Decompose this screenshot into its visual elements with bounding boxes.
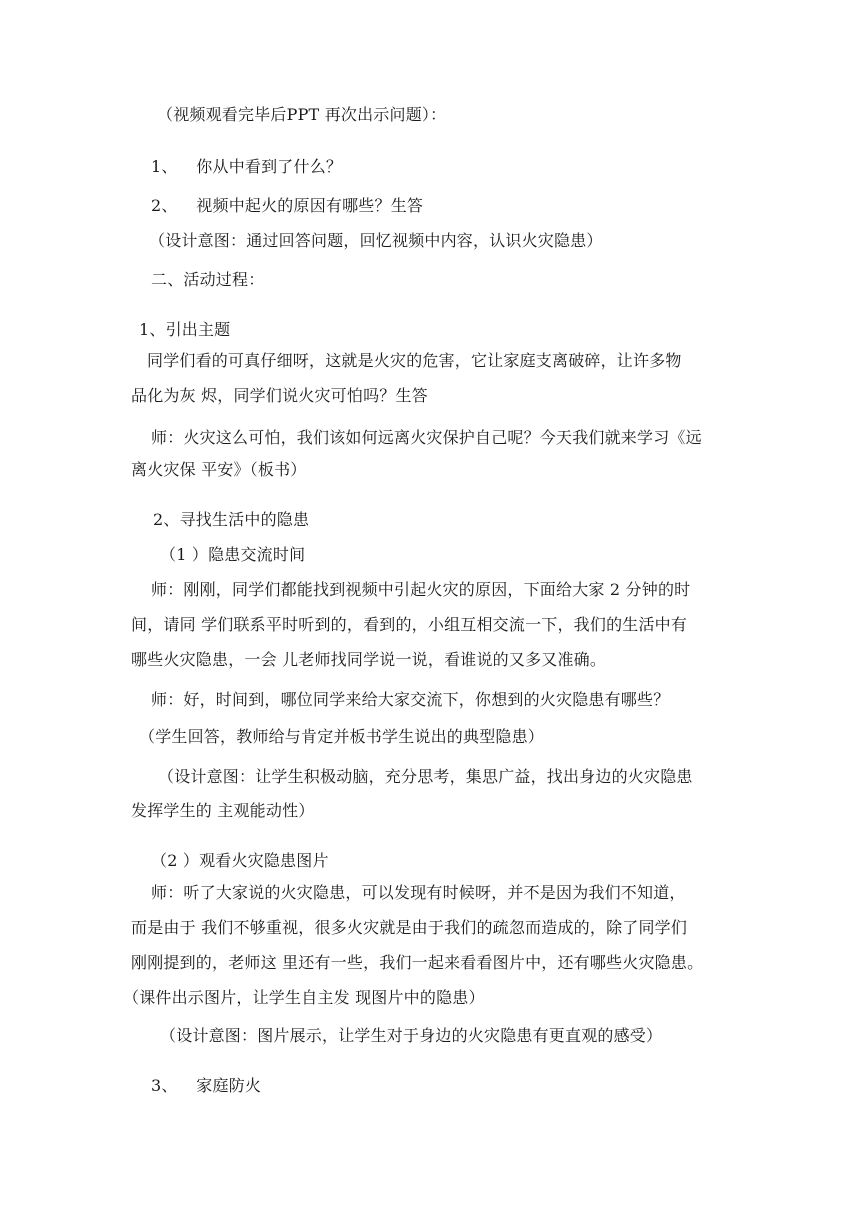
section-2-sub-2-para-line-2: 而是由于 我们不够重视，很多火灾就是由于我们的疏忽而造成的，除了同学们: [131, 918, 688, 937]
section-1-para-1-line-1: 同学们看的可真仔细呀，这就是火灾的危害，它让家庭支离破碎，让许多物: [147, 351, 682, 370]
section-1-para-2-line-2: 离火灾保 平安》（板书）: [131, 460, 307, 479]
question-1-number: 1、: [151, 157, 178, 176]
question-1-text: 你从中看到了什么？: [196, 157, 343, 176]
section-2-sub-1-para-line-1: 师：刚刚，同学们都能找到视频中引起火灾的原因，下面给大家 2 分钟的时: [151, 580, 691, 599]
question-1: [151, 157, 342, 177]
section-2-sub-2-para-line-3: 刚刚提到的，老师这 里还有一些，我们一起来看看图片中，还有哪些火灾隐患。: [131, 953, 704, 972]
question-2-text: 视频中起火的原因有哪些？生答: [196, 196, 424, 215]
section-2-sub-1-para-line-3: 哪些火灾隐患，一会 儿老师找同学说一说，看谁说的又多又准确。: [131, 650, 607, 669]
question-2-number: 2、: [151, 196, 178, 215]
question-2: [151, 196, 423, 216]
section-2-sub-2-heading: （2 ）观看火灾隐患图片: [151, 851, 329, 870]
section-2-heading: 2、寻找生活中的隐患: [153, 510, 310, 529]
video-questions-note: （视频观看完毕后PPT 再次出示问题）：: [157, 105, 447, 124]
section-2-sub-1-para-line-2: 间，请同 学们联系平时听到的，看到的，小组互相交流一下，我们的生活中有: [131, 615, 688, 634]
section-1-para-1-line-2: 品化为灰 烬，同学们说火灾可怕吗？生答: [131, 386, 428, 405]
design-intent-2-line-2: 发挥学生的 主观能动性）: [131, 801, 315, 820]
section-3-heading: [151, 1076, 261, 1096]
design-intent-1: （设计意图：通过回答问题，回忆视频中内容，认识火灾隐患）: [149, 231, 603, 250]
activity-heading: 二、活动过程：: [151, 270, 265, 289]
section-2-sub-1-heading: （1 ）隐患交流时间: [160, 545, 306, 564]
design-intent-3: （设计意图：图片展示，让学生对于身边的火灾隐患有更直观的感受）: [160, 1026, 663, 1045]
section-2-sub-2-para-line-1: 师：听了大家说的火灾隐患，可以发现有时候呀，并不是因为我们不知道，: [151, 883, 686, 902]
section-1-para-2-line-1: 师：火灾这么可怕，我们该如何远离火灾保护自己呢？今天我们就来学习《远: [151, 428, 702, 447]
section-2-sub-1-para-3: （学生回答，教师给与肯定并板书学生说出的典型隐患）: [139, 727, 545, 746]
section-3-title: 家庭防火: [196, 1076, 262, 1095]
section-2-sub-1-para-2: 师：好，时间到，哪位同学来给大家交流下，你想到的火灾隐患有哪些？: [151, 690, 670, 709]
section-3-number: 3、: [151, 1076, 178, 1095]
section-2-sub-2-para-line-4: （课件出示图片，让学生自主发 现图片中的隐患）: [123, 988, 485, 1007]
section-1-heading: 1、引出主题: [139, 320, 231, 339]
design-intent-2-line-1: （设计意图：让学生积极动脑，充分思考，集思广益，找出身边的火灾隐患: [158, 767, 693, 786]
